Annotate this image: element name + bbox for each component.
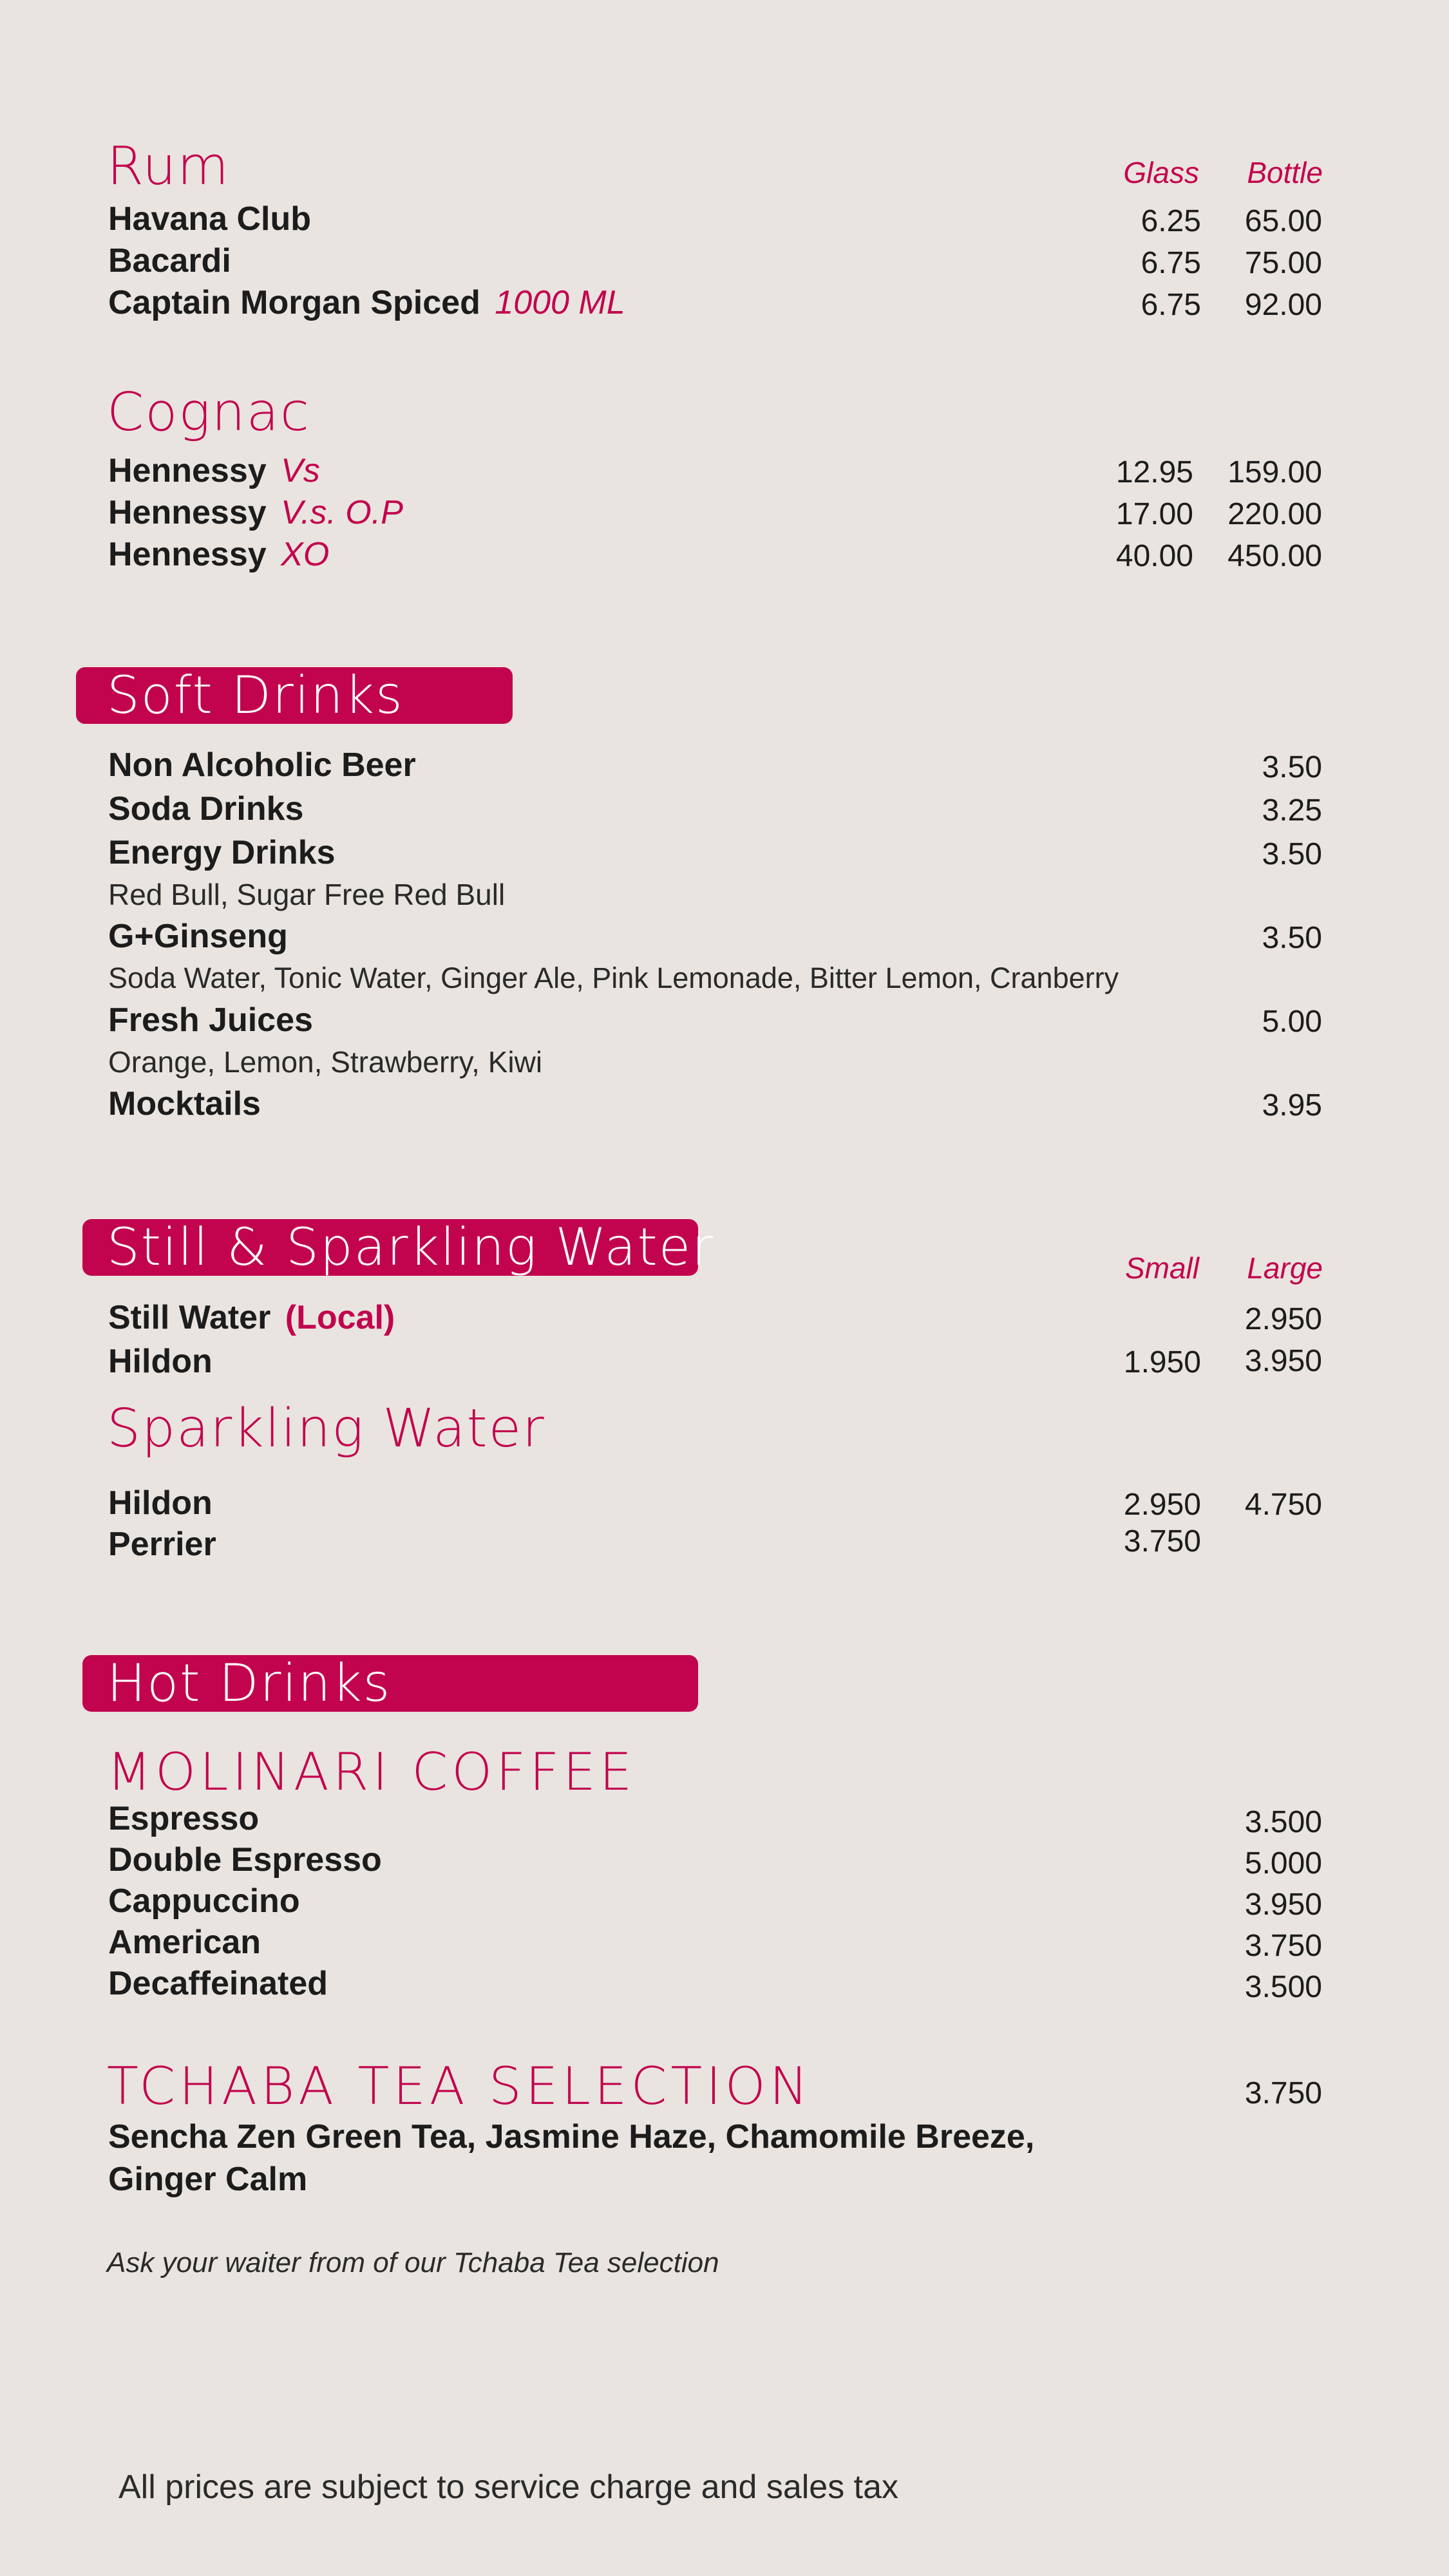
hot-drinks-section-title: Hot Drinks: [107, 1653, 392, 1713]
water-section-title: Still & Sparkling Water: [107, 1217, 714, 1277]
sparkling-water-subtitle: Sparkling Water: [107, 1398, 545, 1459]
tea-varieties-line: Sencha Zen Green Tea, Jasmine Haze, Chamomile Breeze,: [108, 2118, 1035, 2155]
water-item-small-price: 3.750: [1123, 1524, 1201, 1558]
water-large-column-header: Large: [1247, 1251, 1323, 1285]
soft-drink-item-price: 5.00: [1262, 1005, 1322, 1039]
coffee-item-name: American: [108, 1924, 261, 1961]
coffee-item-name: Espresso: [108, 1800, 260, 1837]
water-item-variant: (Local): [285, 1299, 395, 1336]
rum-item-row: [108, 286, 625, 319]
rum-glass-column-header: Glass: [1123, 156, 1199, 189]
water-item-large-price: 4.750: [1244, 1488, 1322, 1522]
coffee-item-name: Cappuccino: [108, 1882, 300, 1920]
soft-drink-item-price: 3.50: [1262, 837, 1322, 871]
water-item-large-price: 2.950: [1244, 1302, 1322, 1336]
cognac-item-variant: XO: [281, 536, 330, 573]
cognac-item-variant: Vs: [281, 452, 320, 489]
cognac-section-title: Cognac: [107, 382, 310, 443]
rum-item-variant: 1000 ML: [495, 284, 625, 321]
cognac-item-name: Hennessy: [108, 452, 267, 489]
tea-varieties-line: Ginger Calm: [108, 2161, 308, 2198]
footer-disclaimer: All prices are subject to service charge and sales tax: [118, 2468, 899, 2506]
soft-drink-item-description: Red Bull, Sugar Free Red Bull: [108, 878, 506, 911]
soft-drink-item-description: Orange, Lemon, Strawberry, Kiwi: [108, 1045, 543, 1079]
rum-bottle-column-header: Bottle: [1247, 156, 1323, 189]
rum-item-glass-price: 6.75: [1141, 246, 1201, 280]
coffee-subtitle: MOLINARI COFFEE: [107, 1742, 636, 1802]
rum-item-bottle-price: 65.00: [1244, 204, 1322, 238]
water-item-large-price: 3.950: [1244, 1344, 1322, 1378]
soft-drink-item-name: Soda Drinks: [108, 790, 304, 828]
soft-drink-item-name: Fresh Juices: [108, 1001, 313, 1039]
coffee-item-price: 3.750: [1244, 1929, 1322, 1963]
coffee-item-price: 3.500: [1244, 1970, 1322, 2004]
coffee-item-name: Double Espresso: [108, 1841, 382, 1879]
rum-item-bottle-price: 92.00: [1244, 288, 1322, 322]
coffee-item-price: 5.000: [1244, 1846, 1322, 1880]
water-item-name: Perrier: [108, 1526, 216, 1563]
water-small-column-header: Small: [1124, 1251, 1199, 1285]
rum-item-name: Bacardi: [108, 242, 231, 279]
cognac-item-bottle-price: 220.00: [1227, 497, 1322, 531]
rum-item-bottle-price: 75.00: [1244, 246, 1322, 280]
soft-drink-item-name: Non Alcoholic Beer: [108, 746, 416, 784]
water-item-name: Hildon: [108, 1343, 213, 1380]
soft-drink-item-name: G+Ginseng: [108, 918, 288, 955]
water-item-small-price: 1.950: [1123, 1345, 1201, 1379]
cognac-item-glass-price: 40.00: [1115, 539, 1193, 573]
cognac-item-row: [108, 496, 403, 529]
soft-drink-item-name: Energy Drinks: [108, 834, 336, 871]
soft-drink-item-price: 3.50: [1262, 750, 1322, 784]
rum-item-glass-price: 6.75: [1141, 288, 1201, 322]
cognac-item-name: Hennessy: [108, 536, 267, 573]
water-item-name: Hildon: [108, 1484, 213, 1522]
coffee-item-price: 3.500: [1244, 1805, 1322, 1839]
cognac-item-bottle-price: 159.00: [1227, 455, 1322, 489]
cognac-item-glass-price: 17.00: [1115, 497, 1193, 531]
soft-drink-item-price: 3.50: [1262, 921, 1322, 955]
soft-drink-item-price: 3.95: [1262, 1088, 1322, 1122]
coffee-item-price: 3.950: [1244, 1888, 1322, 1922]
soft-drink-item-description: Soda Water, Tonic Water, Ginger Ale, Pink Lemonade, Bitter Lemon, Cranberry: [108, 961, 1119, 994]
water-item-row: [108, 1301, 395, 1334]
cognac-item-name: Hennessy: [108, 494, 267, 531]
cognac-item-bottle-price: 450.00: [1227, 539, 1322, 573]
cognac-item-glass-price: 12.95: [1115, 455, 1193, 489]
soft-drinks-section-title: Soft Drinks: [107, 665, 404, 725]
tea-subtitle: TCHABA TEA SELECTION: [107, 2056, 812, 2116]
coffee-item-name: Decaffeinated: [108, 1965, 328, 2002]
water-item-name: Still Water: [108, 1299, 271, 1336]
cognac-item-variant: V.s. O.P: [281, 494, 403, 531]
cognac-item-row: [108, 538, 329, 571]
tea-price: 3.750: [1244, 2076, 1322, 2110]
rum-item-name: Havana Club: [108, 200, 311, 238]
tea-note: Ask your waiter from of our Tchaba Tea selection: [107, 2247, 719, 2278]
water-item-small-price: 2.950: [1123, 1488, 1201, 1522]
soft-drink-item-price: 3.25: [1262, 793, 1322, 828]
rum-section-title: Rum: [107, 136, 231, 197]
rum-item-glass-price: 6.25: [1141, 204, 1201, 238]
rum-item-name: Captain Morgan Spiced: [108, 284, 480, 321]
soft-drink-item-name: Mocktails: [108, 1085, 261, 1122]
cognac-item-row: [108, 454, 320, 488]
